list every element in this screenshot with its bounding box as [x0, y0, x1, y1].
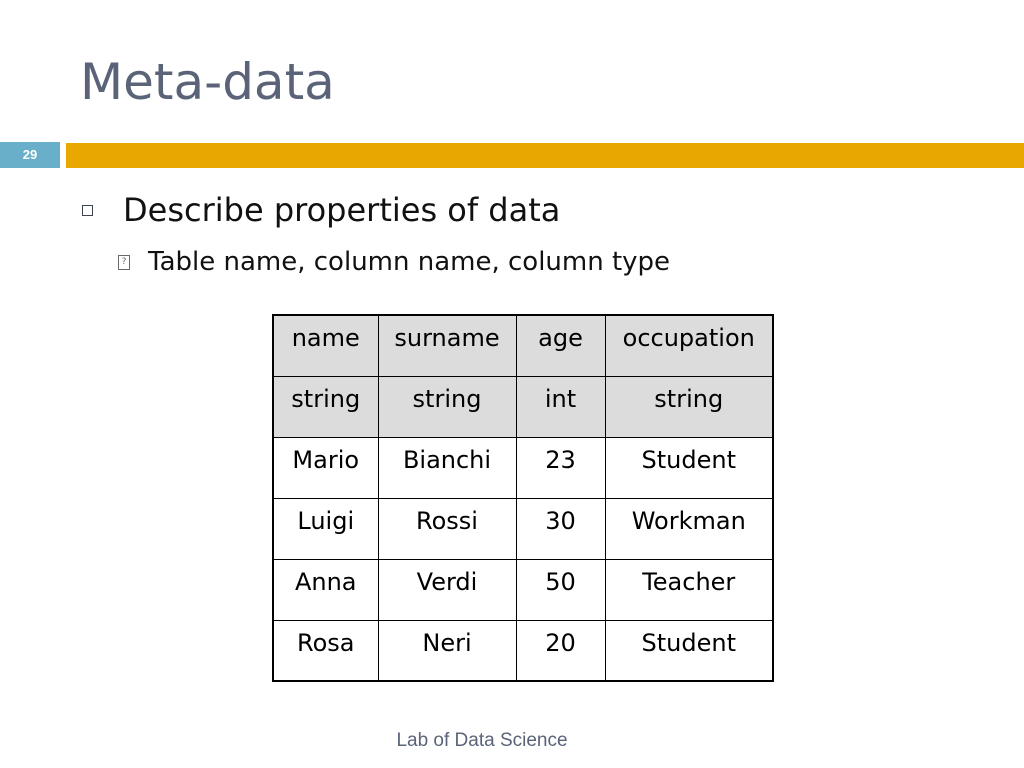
table-cell: Anna: [273, 559, 378, 620]
table-header-cell: occupation: [605, 315, 773, 376]
table-cell: Teacher: [605, 559, 773, 620]
missing-glyph-bullet-icon: ?: [118, 255, 130, 270]
table-cell: Rosa: [273, 620, 378, 681]
table-cell: Mario: [273, 437, 378, 498]
table-row: [273, 559, 773, 620]
table-cell: Luigi: [273, 498, 378, 559]
slide-footer: Lab of Data Science: [396, 730, 568, 751]
bullet-text-level1: Describe properties of data: [123, 191, 561, 229]
table-cell: Bianchi: [378, 437, 516, 498]
table-cell: 50: [516, 559, 605, 620]
table-header-cell: age: [516, 315, 605, 376]
table-cell: 20: [516, 620, 605, 681]
table-type-cell: string: [378, 376, 516, 437]
table-type-row: [273, 376, 773, 437]
table-cell: 23: [516, 437, 605, 498]
table-cell: Verdi: [378, 559, 516, 620]
slide-number: 29: [0, 142, 60, 168]
table-cell: Rossi: [378, 498, 516, 559]
table-cell: Student: [605, 437, 773, 498]
table-row: [273, 437, 773, 498]
table-row: [273, 620, 773, 681]
table-cell: 30: [516, 498, 605, 559]
bullet-item-level1: [82, 188, 560, 232]
slide-title: Meta-data: [80, 53, 335, 111]
bullet-text-level2: Table name, column name, column type: [148, 247, 671, 277]
metadata-table: [272, 314, 774, 682]
table-row: [273, 498, 773, 559]
table-header-cell: surname: [378, 315, 516, 376]
title-accent-bar: [66, 143, 1024, 168]
table-header-row: [273, 315, 773, 376]
table-cell: Student: [605, 620, 773, 681]
table-type-cell: string: [605, 376, 773, 437]
square-outline-bullet-icon: [82, 205, 93, 216]
table-cell: Neri: [378, 620, 516, 681]
table-type-cell: int: [516, 376, 605, 437]
table-type-cell: string: [273, 376, 378, 437]
table-cell: Workman: [605, 498, 773, 559]
table-header-cell: name: [273, 315, 378, 376]
bullet-item-level2: [118, 244, 670, 280]
